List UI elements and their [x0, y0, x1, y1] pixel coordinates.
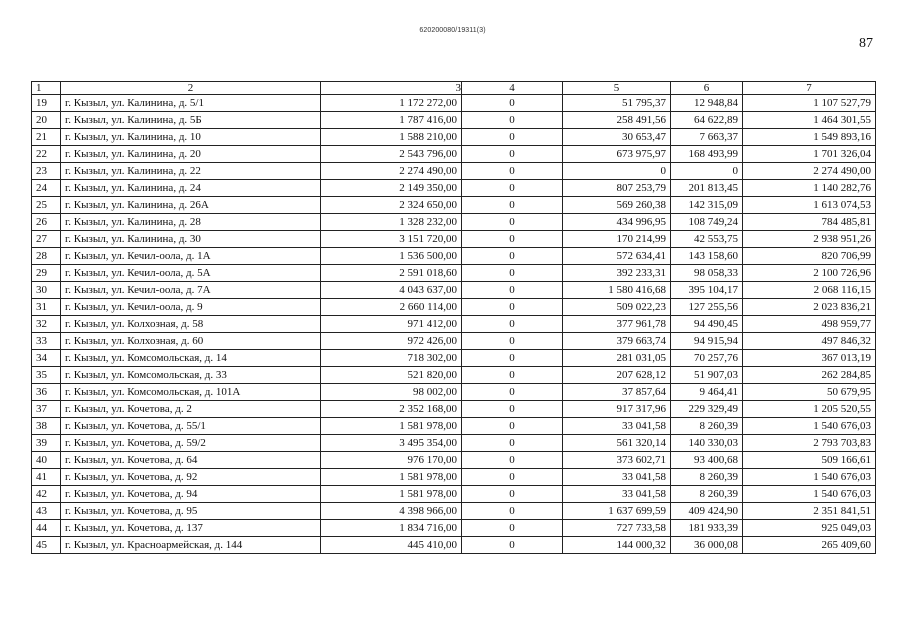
value-cell: 1 588 210,00	[321, 129, 462, 146]
value-cell: 0	[462, 316, 563, 333]
value-cell: 0	[462, 401, 563, 418]
value-cell: 1 205 520,55	[743, 401, 876, 418]
address-cell: г. Кызыл, ул. Кочетова, д. 64	[61, 452, 321, 469]
value-cell: 1 540 676,03	[743, 486, 876, 503]
row-number-cell: 38	[32, 418, 61, 435]
column-header: 4	[462, 82, 563, 95]
address-cell: г. Кызыл, ул. Кочетова, д. 92	[61, 469, 321, 486]
value-cell: 98 002,00	[321, 384, 462, 401]
address-cell: г. Кызыл, ул. Калинина, д. 22	[61, 163, 321, 180]
value-cell: 367 013,19	[743, 350, 876, 367]
address-cell: г. Кызыл, ул. Кечил-оола, д. 7А	[61, 282, 321, 299]
address-cell: г. Кызыл, ул. Комсомольская, д. 101А	[61, 384, 321, 401]
value-cell: 807 253,79	[563, 180, 671, 197]
value-cell: 1 834 716,00	[321, 520, 462, 537]
value-cell: 0	[462, 486, 563, 503]
data-table	[31, 81, 876, 554]
row-number-cell: 44	[32, 520, 61, 537]
column-header: 2	[61, 82, 321, 95]
row-number-cell: 29	[32, 265, 61, 282]
value-cell: 0	[462, 469, 563, 486]
column-header: 1	[32, 82, 61, 95]
value-cell: 1 787 416,00	[321, 112, 462, 129]
column-header: 3	[321, 82, 462, 95]
value-cell: 1 540 676,03	[743, 418, 876, 435]
value-cell: 2 543 796,00	[321, 146, 462, 163]
value-cell: 925 049,03	[743, 520, 876, 537]
value-cell: 42 553,75	[671, 231, 743, 248]
value-cell: 142 315,09	[671, 197, 743, 214]
value-cell: 972 426,00	[321, 333, 462, 350]
value-cell: 168 493,99	[671, 146, 743, 163]
value-cell: 409 424,90	[671, 503, 743, 520]
value-cell: 2 938 951,26	[743, 231, 876, 248]
row-number-cell: 25	[32, 197, 61, 214]
value-cell: 0	[462, 231, 563, 248]
value-cell: 1 581 978,00	[321, 469, 462, 486]
table-row	[32, 112, 876, 129]
table-row	[32, 214, 876, 231]
value-cell: 144 000,32	[563, 537, 671, 554]
value-cell: 36 000,08	[671, 537, 743, 554]
row-number-cell: 36	[32, 384, 61, 401]
address-cell: г. Кызыл, ул. Кочетова, д. 59/2	[61, 435, 321, 452]
value-cell: 51 907,03	[671, 367, 743, 384]
value-cell: 395 104,17	[671, 282, 743, 299]
address-cell: г. Кызыл, ул. Кечил-оола, д. 9	[61, 299, 321, 316]
value-cell: 229 329,49	[671, 401, 743, 418]
table-row	[32, 520, 876, 537]
table-row	[32, 452, 876, 469]
table-row	[32, 367, 876, 384]
value-cell: 0	[462, 282, 563, 299]
value-cell: 1 536 500,00	[321, 248, 462, 265]
value-cell: 2 324 650,00	[321, 197, 462, 214]
value-cell: 50 679,95	[743, 384, 876, 401]
value-cell: 0	[462, 333, 563, 350]
value-cell: 3 495 354,00	[321, 435, 462, 452]
row-number-cell: 42	[32, 486, 61, 503]
value-cell: 445 410,00	[321, 537, 462, 554]
value-cell: 1 549 893,16	[743, 129, 876, 146]
row-number-cell: 27	[32, 231, 61, 248]
address-cell: г. Кызыл, ул. Кечил-оола, д. 1А	[61, 248, 321, 265]
table-row	[32, 265, 876, 282]
address-cell: г. Кызыл, ул. Красноармейская, д. 144	[61, 537, 321, 554]
address-cell: г. Кызыл, ул. Кочетова, д. 55/1	[61, 418, 321, 435]
value-cell: 33 041,58	[563, 418, 671, 435]
value-cell: 2 068 116,15	[743, 282, 876, 299]
value-cell: 8 260,39	[671, 469, 743, 486]
value-cell: 2 274 490,00	[743, 163, 876, 180]
address-cell: г. Кызыл, ул. Колхозная, д. 58	[61, 316, 321, 333]
value-cell: 37 857,64	[563, 384, 671, 401]
column-header: 7	[743, 82, 876, 95]
value-cell: 976 170,00	[321, 452, 462, 469]
address-cell: г. Кызыл, ул. Кочетова, д. 94	[61, 486, 321, 503]
value-cell: 0	[462, 537, 563, 554]
value-cell: 98 058,33	[671, 265, 743, 282]
value-cell: 258 491,56	[563, 112, 671, 129]
value-cell: 64 622,89	[671, 112, 743, 129]
value-cell: 379 663,74	[563, 333, 671, 350]
row-number-cell: 19	[32, 95, 61, 112]
table-row	[32, 469, 876, 486]
value-cell: 1 107 527,79	[743, 95, 876, 112]
value-cell: 1 637 699,59	[563, 503, 671, 520]
value-cell: 0	[462, 112, 563, 129]
table-body	[32, 95, 876, 554]
value-cell: 377 961,78	[563, 316, 671, 333]
table-row	[32, 163, 876, 180]
value-cell: 0	[462, 452, 563, 469]
address-cell: г. Кызыл, ул. Кочетова, д. 2	[61, 401, 321, 418]
address-cell: г. Кызыл, ул. Кочетова, д. 95	[61, 503, 321, 520]
value-cell: 33 041,58	[563, 486, 671, 503]
value-cell: 1 464 301,55	[743, 112, 876, 129]
value-cell: 7 663,37	[671, 129, 743, 146]
value-cell: 1 140 282,76	[743, 180, 876, 197]
value-cell: 2 023 836,21	[743, 299, 876, 316]
value-cell: 0	[462, 384, 563, 401]
value-cell: 0	[462, 503, 563, 520]
value-cell: 1 613 074,53	[743, 197, 876, 214]
value-cell: 0	[462, 180, 563, 197]
value-cell: 2 793 703,83	[743, 435, 876, 452]
value-cell: 1 701 326,04	[743, 146, 876, 163]
value-cell: 0	[462, 163, 563, 180]
value-cell: 30 653,47	[563, 129, 671, 146]
row-number-cell: 31	[32, 299, 61, 316]
row-number-cell: 35	[32, 367, 61, 384]
row-number-cell: 26	[32, 214, 61, 231]
value-cell: 1 540 676,03	[743, 469, 876, 486]
value-cell: 0	[462, 418, 563, 435]
table-row	[32, 299, 876, 316]
value-cell: 0	[462, 95, 563, 112]
value-cell: 971 412,00	[321, 316, 462, 333]
value-cell: 498 959,77	[743, 316, 876, 333]
row-number-cell: 21	[32, 129, 61, 146]
value-cell: 727 733,58	[563, 520, 671, 537]
table-row	[32, 316, 876, 333]
table-row	[32, 231, 876, 248]
value-cell: 569 260,38	[563, 197, 671, 214]
table-row	[32, 350, 876, 367]
value-cell: 0	[462, 248, 563, 265]
table-row	[32, 418, 876, 435]
address-cell: г. Кызыл, ул. Калинина, д. 5Б	[61, 112, 321, 129]
value-cell: 673 975,97	[563, 146, 671, 163]
value-cell: 2 591 018,60	[321, 265, 462, 282]
value-cell: 509 022,23	[563, 299, 671, 316]
value-cell: 4 043 637,00	[321, 282, 462, 299]
value-cell: 1 328 232,00	[321, 214, 462, 231]
table-row	[32, 180, 876, 197]
table-row	[32, 537, 876, 554]
row-number-cell: 28	[32, 248, 61, 265]
page-number: 87	[859, 36, 873, 51]
address-cell: г. Кызыл, ул. Калинина, д. 5/1	[61, 95, 321, 112]
row-number-cell: 37	[32, 401, 61, 418]
value-cell: 0	[671, 163, 743, 180]
value-cell: 521 820,00	[321, 367, 462, 384]
address-cell: г. Кызыл, ул. Калинина, д. 10	[61, 129, 321, 146]
row-number-cell: 22	[32, 146, 61, 163]
value-cell: 281 031,05	[563, 350, 671, 367]
value-cell: 820 706,99	[743, 248, 876, 265]
value-cell: 917 317,96	[563, 401, 671, 418]
row-number-cell: 23	[32, 163, 61, 180]
value-cell: 0	[462, 520, 563, 537]
table-row	[32, 146, 876, 163]
value-cell: 509 166,61	[743, 452, 876, 469]
value-cell: 1 580 416,68	[563, 282, 671, 299]
value-cell: 572 634,41	[563, 248, 671, 265]
value-cell: 181 933,39	[671, 520, 743, 537]
value-cell: 392 233,31	[563, 265, 671, 282]
table-row	[32, 129, 876, 146]
address-cell: г. Кызыл, ул. Колхозная, д. 60	[61, 333, 321, 350]
value-cell: 1 581 978,00	[321, 486, 462, 503]
value-cell: 2 274 490,00	[321, 163, 462, 180]
value-cell: 94 915,94	[671, 333, 743, 350]
value-cell: 718 302,00	[321, 350, 462, 367]
value-cell: 8 260,39	[671, 486, 743, 503]
row-number-cell: 24	[32, 180, 61, 197]
value-cell: 0	[462, 367, 563, 384]
value-cell: 143 158,60	[671, 248, 743, 265]
table-row	[32, 282, 876, 299]
table-header-row	[32, 82, 876, 95]
value-cell: 0	[462, 197, 563, 214]
value-cell: 561 320,14	[563, 435, 671, 452]
row-number-cell: 41	[32, 469, 61, 486]
row-number-cell: 43	[32, 503, 61, 520]
value-cell: 0	[462, 265, 563, 282]
table-row	[32, 401, 876, 418]
document-id: 620200080/19311(3)	[419, 27, 486, 34]
value-cell: 127 255,56	[671, 299, 743, 316]
value-cell: 207 628,12	[563, 367, 671, 384]
address-cell: г. Кызыл, ул. Кочетова, д. 137	[61, 520, 321, 537]
value-cell: 0	[462, 299, 563, 316]
row-number-cell: 34	[32, 350, 61, 367]
address-cell: г. Кызыл, ул. Комсомольская, д. 33	[61, 367, 321, 384]
value-cell: 0	[462, 214, 563, 231]
row-number-cell: 30	[32, 282, 61, 299]
value-cell: 94 490,45	[671, 316, 743, 333]
value-cell: 1 172 272,00	[321, 95, 462, 112]
value-cell: 93 400,68	[671, 452, 743, 469]
table-row	[32, 503, 876, 520]
table-row	[32, 435, 876, 452]
row-number-cell: 32	[32, 316, 61, 333]
value-cell: 0	[462, 129, 563, 146]
value-cell: 8 260,39	[671, 418, 743, 435]
value-cell: 262 284,85	[743, 367, 876, 384]
value-cell: 1 581 978,00	[321, 418, 462, 435]
table-row	[32, 95, 876, 112]
address-cell: г. Кызыл, ул. Калинина, д. 20	[61, 146, 321, 163]
row-number-cell: 33	[32, 333, 61, 350]
address-cell: г. Кызыл, ул. Комсомольская, д. 14	[61, 350, 321, 367]
value-cell: 3 151 720,00	[321, 231, 462, 248]
value-cell: 33 041,58	[563, 469, 671, 486]
row-number-cell: 40	[32, 452, 61, 469]
value-cell: 201 813,45	[671, 180, 743, 197]
value-cell: 265 409,60	[743, 537, 876, 554]
column-header: 6	[671, 82, 743, 95]
value-cell: 784 485,81	[743, 214, 876, 231]
value-cell: 2 660 114,00	[321, 299, 462, 316]
value-cell: 140 330,03	[671, 435, 743, 452]
address-cell: г. Кызыл, ул. Кечил-оола, д. 5А	[61, 265, 321, 282]
value-cell: 0	[462, 146, 563, 163]
value-cell: 12 948,84	[671, 95, 743, 112]
value-cell: 0	[462, 435, 563, 452]
table-row	[32, 486, 876, 503]
value-cell: 51 795,37	[563, 95, 671, 112]
address-cell: г. Кызыл, ул. Калинина, д. 30	[61, 231, 321, 248]
value-cell: 434 996,95	[563, 214, 671, 231]
value-cell: 0	[462, 350, 563, 367]
value-cell: 4 398 966,00	[321, 503, 462, 520]
row-number-cell: 20	[32, 112, 61, 129]
value-cell: 2 100 726,96	[743, 265, 876, 282]
address-cell: г. Кызыл, ул. Калинина, д. 28	[61, 214, 321, 231]
table-row	[32, 248, 876, 265]
address-cell: г. Кызыл, ул. Калинина, д. 26А	[61, 197, 321, 214]
row-number-cell: 45	[32, 537, 61, 554]
value-cell: 2 351 841,51	[743, 503, 876, 520]
value-cell: 170 214,99	[563, 231, 671, 248]
address-cell: г. Кызыл, ул. Калинина, д. 24	[61, 180, 321, 197]
table-row	[32, 384, 876, 401]
value-cell: 373 602,71	[563, 452, 671, 469]
value-cell: 9 464,41	[671, 384, 743, 401]
value-cell: 2 352 168,00	[321, 401, 462, 418]
value-cell: 70 257,76	[671, 350, 743, 367]
value-cell: 497 846,32	[743, 333, 876, 350]
value-cell: 0	[563, 163, 671, 180]
column-header: 5	[563, 82, 671, 95]
value-cell: 108 749,24	[671, 214, 743, 231]
value-cell: 2 149 350,00	[321, 180, 462, 197]
table-row	[32, 333, 876, 350]
row-number-cell: 39	[32, 435, 61, 452]
table-row	[32, 197, 876, 214]
